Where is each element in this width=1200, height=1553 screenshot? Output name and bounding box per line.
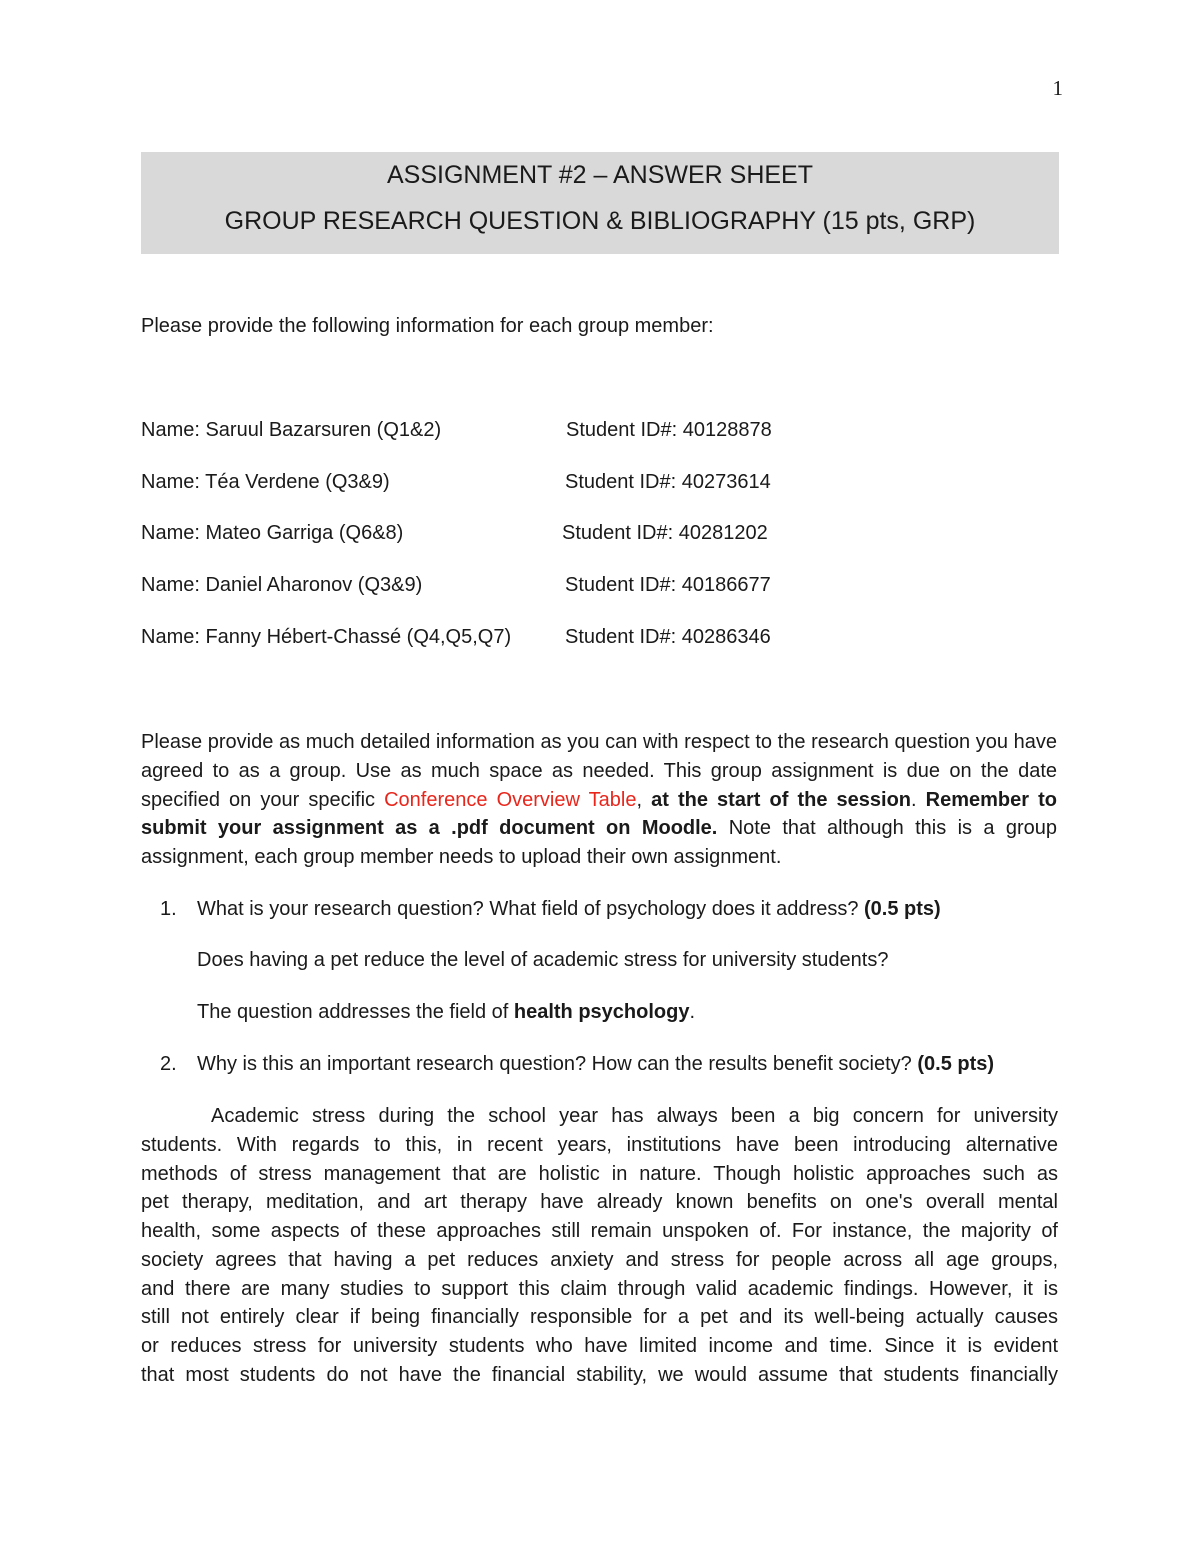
question-number: 2.: [160, 1053, 177, 1075]
paragraph-line: Academic stress during the school year has always been a big concern for university: [211, 1105, 1058, 1127]
member-student-id: Student ID#: 40286346: [565, 626, 771, 648]
answer-text: .: [689, 1001, 696, 1023]
paragraph-line: health, some aspects of these approaches still remain unspoken of. For instance, the majority of: [141, 1220, 1058, 1242]
instructions-text: Please provide as much detailed information as you can with respect to the research question you have agreed to as a group. Use as much space as needed. This group assignment is due on the date specified on your specific: [141, 731, 1057, 811]
member-student-id: Student ID#: 40128878: [566, 419, 772, 441]
member-name: Name: Mateo Garriga (Q6&8): [141, 522, 404, 544]
question-item: [160, 1050, 994, 1079]
question-points: (0.5 pts): [917, 1053, 995, 1075]
title-banner: [141, 152, 1059, 254]
page-number: 1: [1052, 76, 1063, 100]
member-name: Name: Saruul Bazarsuren (Q1&2): [141, 419, 442, 441]
question-item: [160, 895, 941, 924]
answer-field: [197, 998, 695, 1027]
question-text: What is your research question? What field of psychology does it address?: [197, 898, 865, 920]
submission-reminder: Remember to submit your assignment as a .pdf document on Moodle.: [141, 788, 1057, 840]
member-name: Name: Fanny Hébert-Chassé (Q4,Q5,Q7): [141, 626, 512, 648]
member-student-id: Student ID#: 40186677: [565, 574, 771, 596]
conference-overview-table-link[interactable]: Conference Overview Table: [384, 788, 637, 811]
question-text: Why is this an important research question? How can the results benefit society?: [197, 1053, 918, 1075]
paragraph-line: and there are many studies to support this claim through valid academic findings. However, it is: [141, 1277, 1058, 1300]
instructions-text: Note that although this is a group assignment, each group member needs to upload their own assignment.: [141, 817, 1057, 869]
instructions-emphasis: at the start of the session: [651, 788, 912, 811]
member-name: Name: Daniel Aharonov (Q3&9): [141, 574, 423, 596]
member-student-id: Student ID#: 40273614: [565, 471, 771, 493]
answer-text: The question addresses the field of: [197, 1001, 514, 1023]
instructions-paragraph: [141, 728, 1057, 872]
document-title: ASSIGNMENT #2 – ANSWER SHEET: [386, 161, 814, 189]
question-points: (0.5 pts): [864, 898, 941, 920]
paragraph-line: or reduces stress for university students who have limited income and time. Since it is evident: [141, 1335, 1058, 1357]
paragraph-line: students. With regards to this, in recent years, institutions have been introducing alternative: [141, 1133, 1058, 1156]
paragraph-line: that most students do not have the financial stability, we would assume that students financially: [141, 1363, 1058, 1386]
instructions-text: .: [911, 788, 926, 811]
answer-field-emphasis: health psychology: [513, 1001, 690, 1023]
document-subtitle: GROUP RESEARCH QUESTION & BIBLIOGRAPHY (15 pts, GRP): [224, 207, 976, 235]
instructions-text: ,: [636, 788, 652, 811]
paragraph-line: still not entirely clear if being financially responsible for a pet and its well-being actually causes: [141, 1306, 1058, 1329]
member-student-id: Student ID#: 40281202: [562, 522, 768, 544]
answer-paragraph: [141, 1102, 1058, 1390]
paragraph-line: society agrees that having a pet reduces anxiety and stress for people across all age groups,: [141, 1248, 1058, 1271]
answer-research-question: Does having a pet reduce the level of academic stress for university students?: [197, 949, 889, 971]
paragraph-line: pet therapy, meditation, and art therapy have already known benefits on one's overall mental: [141, 1191, 1058, 1214]
member-name: Name: Téa Verdene (Q3&9): [141, 471, 390, 493]
question-number: 1.: [160, 898, 177, 920]
paragraph-line: methods of stress management that are holistic in nature. Though holistic approaches such as: [141, 1162, 1058, 1185]
members-intro: Please provide the following information for each group member:: [141, 315, 714, 337]
